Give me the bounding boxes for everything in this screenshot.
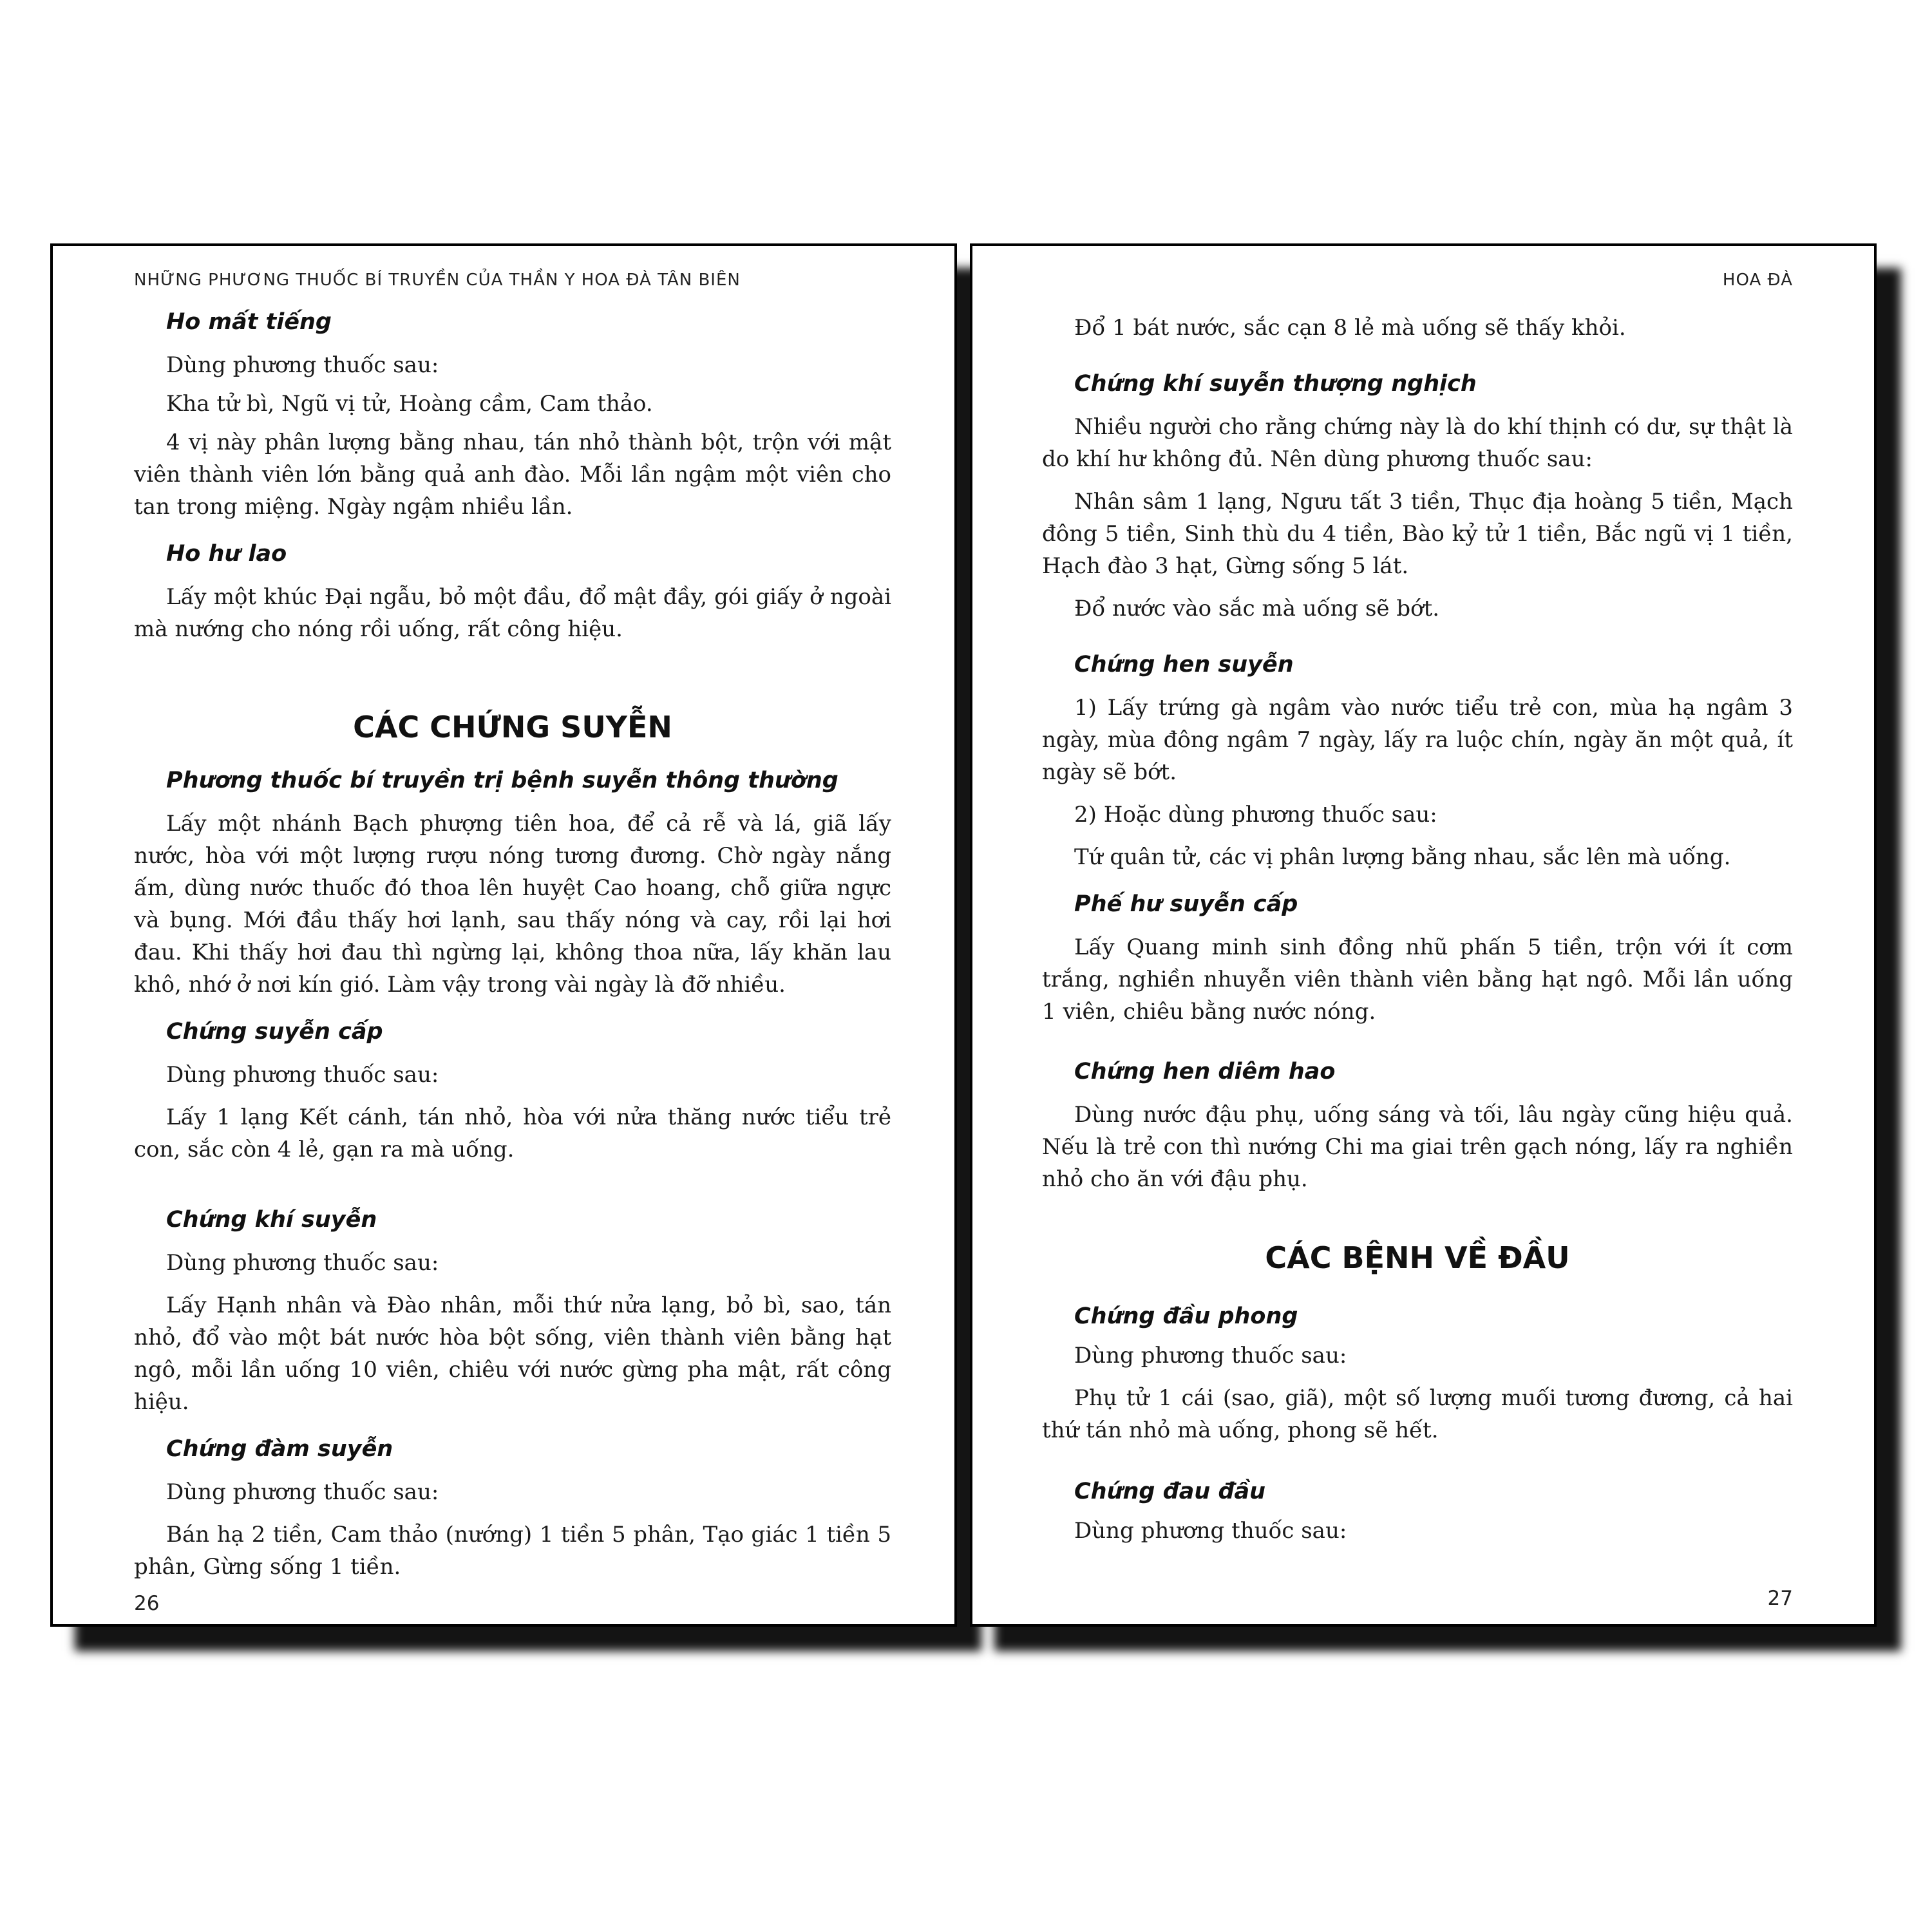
section-heading: Chứng suyễn cấp	[166, 1019, 383, 1045]
paragraph: Bán hạ 2 tiền, Cam thảo (nướng) 1 tiền 5 phân, Tạo giác 1 tiền 5 phân, Gừng sống 1 tiền.	[134, 1522, 891, 1580]
section-heading: Chứng đầu phong	[1074, 1303, 1298, 1329]
paragraph: Kha tử bì, Ngũ vị tử, Hoàng cầm, Cam thảo.	[166, 391, 653, 417]
running-header: NHỮNG PHƯƠNG THUỐC BÍ TRUYỀN CỦA THẦN Y HOA ĐÀ TÂN BIÊN	[134, 270, 741, 290]
paragraph: Dùng phương thuốc sau:	[166, 352, 439, 378]
left-page	[50, 243, 957, 1627]
section-heading: Chứng đau đầu	[1074, 1479, 1266, 1504]
section-heading: Phế hư suyễn cấp	[1074, 891, 1298, 917]
page-number: 26	[134, 1592, 160, 1615]
paragraph: Dùng phương thuốc sau:	[166, 1062, 439, 1088]
section-heading: Ho mất tiếng	[166, 309, 332, 335]
page-body	[1042, 312, 1793, 1547]
running-header: HOA ĐÀ	[1722, 270, 1793, 290]
paragraph: Nhiều người cho rằng chứng này là do khí thịnh có dư, sự thật là do khí hư không đủ. Nên dùng phương thuốc sau:	[1042, 414, 1793, 472]
paragraph: Đổ nước vào sắc mà uống sẽ bớt.	[1074, 596, 1440, 621]
section-heading: Chứng hen diêm hao	[1074, 1059, 1336, 1084]
paragraph: Dùng phương thuốc sau:	[1074, 1518, 1347, 1544]
paragraph: Đổ 1 bát nước, sắc cạn 8 lẻ mà uống sẽ thấy khỏi.	[1074, 315, 1626, 341]
right-page	[970, 243, 1877, 1627]
paragraph: Lấy một khúc Đại ngẫu, bỏ một đầu, đổ mật đầy, gói giấy ở ngoài mà nướng cho nóng rồi uống, rất công hiệu.	[134, 584, 891, 642]
section-heading: Phương thuốc bí truyền trị bệnh suyễn thông thường	[166, 768, 838, 793]
chapter-title: CÁC BỆNH VỀ ĐẦU	[1265, 1240, 1570, 1275]
section-heading: Chứng khí suyễn	[166, 1207, 377, 1233]
section-heading: Chứng khí suyễn thượng nghịch	[1074, 371, 1477, 397]
page-number: 27	[1767, 1587, 1793, 1610]
section-heading: Chứng hen suyễn	[1074, 652, 1294, 677]
paragraph: Dùng phương thuốc sau:	[166, 1479, 439, 1505]
paragraph: Lấy 1 lạng Kết cánh, tán nhỏ, hòa với nửa thăng nước tiểu trẻ con, sắc còn 4 lẻ, gạn ra mà uống.	[134, 1104, 891, 1162]
section-heading: Ho hư lao	[166, 541, 287, 567]
chapter-title: CÁC CHỨNG SUYỄN	[353, 710, 672, 744]
page-body	[134, 309, 891, 1583]
paragraph: Tứ quân tử, các vị phân lượng bằng nhau, sắc lên mà uống.	[1074, 844, 1731, 870]
paragraph: Phụ tử 1 cái (sao, giã), một số lượng muối tương đương, cả hai thứ tán nhỏ mà uống, phong sẽ hết.	[1042, 1385, 1793, 1443]
paragraph: Lấy Quang minh sinh đồng nhũ phấn 5 tiền, trộn với ít cơm trắng, nghiền nhuyễn viên thành viên bằng hạt ngô. Mỗi lần uống 1 viên, chiêu bằng nước nóng.	[1042, 934, 1793, 1025]
section-heading: Chứng đàm suyễn	[166, 1436, 393, 1462]
paragraph: 4 vị này phân lượng bằng nhau, tán nhỏ thành bột, trộn với mật viên thành viên lớn bằng quả anh đào. Mỗi lần ngậm một viên cho tan trong miệng. Ngày ngậm nhiều lần.	[134, 430, 891, 520]
paragraph: Dùng phương thuốc sau:	[166, 1250, 439, 1276]
paragraph: Nhân sâm 1 lạng, Ngưu tất 3 tiền, Thục địa hoàng 5 tiền, Mạch đông 5 tiền, Sinh thù du 4 tiền, Bào kỷ tử 1 tiền, Bắc ngũ vị 1 tiền, Hạch đào 3 hạt, Gừng sống 5 lát.	[1042, 489, 1793, 579]
paragraph: 2) Hoặc dùng phương thuốc sau:	[1074, 802, 1437, 828]
paragraph: Lấy Hạnh nhân và Đào nhân, mỗi thứ nửa lạng, bỏ bì, sao, tán nhỏ, đổ vào một bát nước hòa bột sống, viên thành viên bằng hạt ngô, mỗi lần uống 10 viên, chiêu với nước gừng pha mật, rất công hiệu.	[134, 1293, 891, 1415]
paragraph: 1) Lấy trứng gà ngâm vào nước tiểu trẻ con, mùa hạ ngâm 3 ngày, mùa đông ngâm 7 ngày, lấy ra luộc chín, ngày ăn một quả, ít ngày sẽ bớt.	[1042, 695, 1793, 785]
paragraph: Lấy một nhánh Bạch phượng tiên hoa, để cả rễ và lá, giã lấy nước, hòa với một lượng rượu nóng tương đương. Chờ ngày nắng ấm, dùng nước thuốc đó thoa lên huyệt Cao hoang, chỗ giữa ngực và bụng. Mới đầu thấy hơi lạnh, sau thấy nóng và cay, rồi lại hơi đau. Khi thấy hơi đau thì ngừng lại, không thoa nữa, lấy khăn lau khô, nhớ ở nơi kín gió. Làm vậy trong vài ngày là đỡ nhiều.	[134, 811, 891, 998]
paragraph: Dùng nước đậu phụ, uống sáng và tối, lâu ngày cũng hiệu quả. Nếu là trẻ con thì nướng Chi ma giai trên gạch nóng, lấy ra nghiền nhỏ cho ăn với đậu phụ.	[1042, 1102, 1793, 1192]
paragraph: Dùng phương thuốc sau:	[1074, 1343, 1347, 1368]
